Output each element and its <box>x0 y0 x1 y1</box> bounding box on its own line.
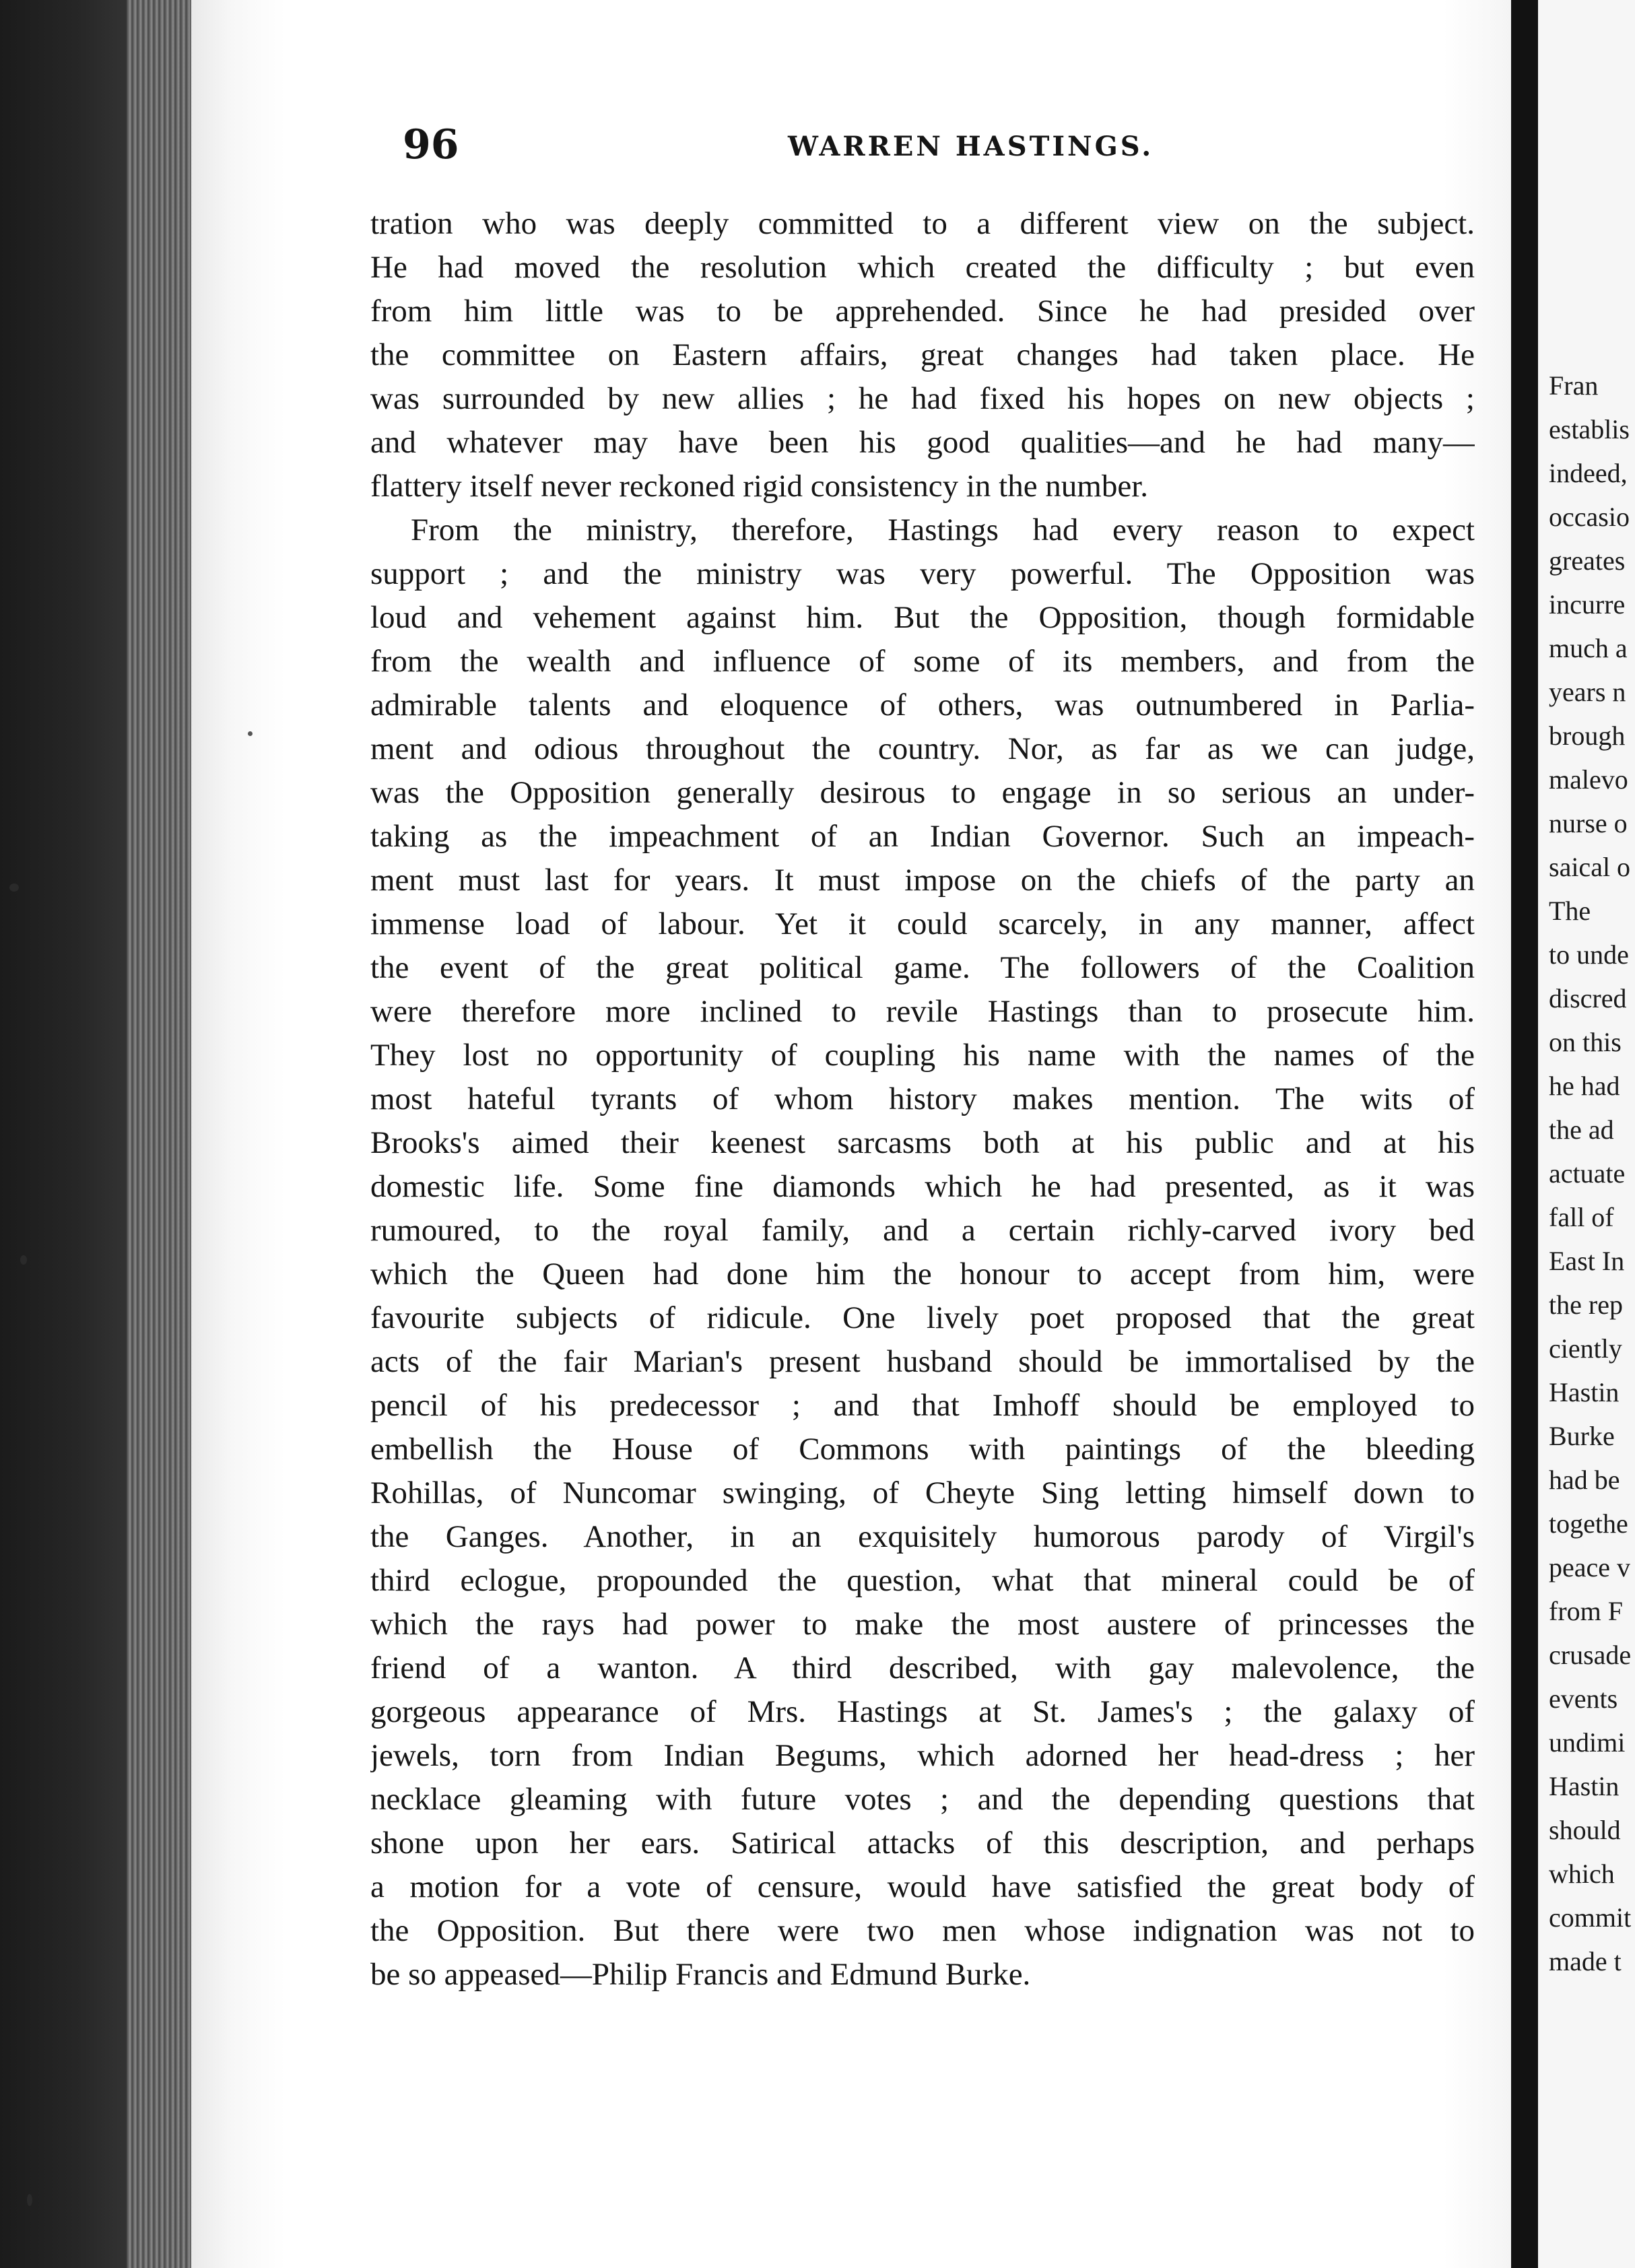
facing-line: The <box>1549 896 1591 926</box>
text-line: rumoured, to the royal family, and a certain richly-carved ivory bed <box>370 1213 1475 1248</box>
facing-line: the ad <box>1549 1114 1614 1145</box>
scan-speck <box>20 1255 27 1265</box>
text-line: ment and odious throughout the country. Nor, as far as we can judge, <box>370 731 1475 766</box>
text-line: shone upon her ears. Satirical attacks of this description, and perhaps <box>370 1826 1475 1861</box>
body-text <box>370 202 1475 1997</box>
text-line: friend of a wanton. A third described, with gay malevolence, the <box>370 1650 1475 1686</box>
text-line: were therefore more inclined to revile Hastings than to prosecute him. <box>370 994 1475 1029</box>
facing-line: on this <box>1549 1027 1622 1057</box>
text-line: a motion for a vote of censure, would have satisfied the great body of <box>370 1869 1475 1904</box>
text-line: was surrounded by new allies ; he had fixed his hopes on new objects ; <box>370 381 1475 416</box>
facing-line: brough <box>1549 721 1626 751</box>
text-line: which the rays had power to make the most austere of princesses the <box>370 1607 1475 1642</box>
text-line: jewels, torn from Indian Begums, which adorned her head-dress ; her <box>370 1738 1475 1773</box>
text-line: gorgeous appearance of Mrs. Hastings at St. James's ; the galaxy of <box>370 1694 1475 1729</box>
scan-speck <box>9 883 19 892</box>
facing-line: establis <box>1549 414 1630 444</box>
facing-line: to unde <box>1549 939 1629 970</box>
scan-speck <box>248 731 253 736</box>
facing-line: from F <box>1549 1596 1623 1626</box>
facing-line: events <box>1549 1683 1618 1714</box>
text-line: the Ganges. Another, in an exquisitely humorous parody of Virgil's <box>370 1519 1475 1554</box>
book-page-edges <box>127 0 191 2268</box>
facing-line: nurse o <box>1549 808 1628 838</box>
book-gutter <box>1511 0 1538 2268</box>
text-line: necklace gleaming with future votes ; and the depending questions that <box>370 1782 1475 1817</box>
facing-line: incurre <box>1549 589 1626 620</box>
facing-line: Fran <box>1549 370 1599 401</box>
text-line: the committee on Eastern affairs, great changes had taken place. He <box>370 337 1475 372</box>
facing-line: actuate <box>1549 1158 1626 1189</box>
facing-line: ciently <box>1549 1333 1622 1364</box>
facing-line: should <box>1549 1815 1621 1845</box>
facing-line: indeed, <box>1549 458 1628 488</box>
facing-line: togethe <box>1549 1508 1628 1539</box>
text-line: support ; and the ministry was very powerful. The Opposition was <box>370 556 1475 591</box>
facing-line: had be <box>1549 1465 1620 1495</box>
scan-dark-margin <box>0 0 127 2268</box>
facing-line: Burke <box>1549 1421 1615 1451</box>
text-line: taking as the impeachment of an Indian Governor. Such an impeach- <box>370 819 1475 854</box>
text-line: favourite subjects of ridicule. One lively poet proposed that the great <box>370 1300 1475 1335</box>
text-line: was the Opposition generally desirous to engage in so serious an under- <box>370 775 1475 810</box>
text-line: He had moved the resolution which created the difficulty ; but even <box>370 250 1475 285</box>
text-line: third eclogue, propounded the question, what that mineral could be of <box>370 1563 1475 1598</box>
facing-line: much a <box>1549 633 1628 663</box>
scan-speck <box>27 2194 32 2206</box>
text-line: admirable talents and eloquence of others, was outnumbered in Parlia- <box>370 688 1475 723</box>
text-line: pencil of his predecessor ; and that Imhoff should be employed to <box>370 1388 1475 1423</box>
text-line: most hateful tyrants of whom history makes mention. The wits of <box>370 1081 1475 1116</box>
facing-line: discred <box>1549 983 1627 1013</box>
facing-line: which <box>1549 1859 1615 1889</box>
text-line: Brooks's aimed their keenest sarcasms both at his public and at his <box>370 1125 1475 1160</box>
facing-line: malevo <box>1549 764 1628 795</box>
text-line: from him little was to be apprehended. Since he had presided over <box>370 294 1475 329</box>
text-line: flattery itself never reckoned rigid consistency in the number. <box>370 469 1149 504</box>
running-title: WARREN HASTINGS. <box>788 131 1154 162</box>
text-line: They lost no opportunity of coupling his name with the names of the <box>370 1038 1475 1073</box>
text-line: loud and vehement against him. But the Opposition, though formidable <box>370 600 1475 635</box>
text-line: immense load of labour. Yet it could scarcely, in any manner, affect <box>370 906 1475 941</box>
text-line: acts of the fair Marian's present husband should be immortalised by the <box>370 1344 1475 1379</box>
facing-line: he had <box>1549 1071 1620 1101</box>
text-line: embellish the House of Commons with paintings of the bleeding <box>370 1432 1475 1467</box>
facing-page-text <box>1549 364 1635 1983</box>
facing-line: East In <box>1549 1246 1625 1276</box>
facing-line: greates <box>1549 545 1626 576</box>
facing-line: undimi <box>1549 1727 1626 1758</box>
text-line: from the wealth and influence of some of its members, and from the <box>370 644 1475 679</box>
text-line: the event of the great political game. The followers of the Coalition <box>370 950 1475 985</box>
facing-line: years n <box>1549 677 1626 707</box>
text-line: domestic life. Some fine diamonds which he had presented, as it was <box>370 1169 1475 1204</box>
facing-line: Hastin <box>1549 1377 1620 1407</box>
facing-line: saical o <box>1549 852 1631 882</box>
text-line: tration who was deeply committed to a different view on the subject. <box>370 206 1475 241</box>
facing-line: crusade <box>1549 1640 1632 1670</box>
text-line: and whatever may have been his good qualities—and he had many— <box>370 425 1475 460</box>
text-line: ment must last for years. It must impose on the chiefs of the party an <box>370 863 1475 898</box>
text-line: which the Queen had done him the honour to accept from him, were <box>370 1257 1475 1292</box>
facing-line: peace v <box>1549 1552 1631 1582</box>
paragraph-start-line: From the ministry, therefore, Hastings had every reason to expect <box>411 512 1475 547</box>
facing-line: occasio <box>1549 502 1630 532</box>
facing-line: Hastin <box>1549 1771 1620 1801</box>
text-line: Rohillas, of Nuncomar swinging, of Cheyte Sing letting himself down to <box>370 1475 1475 1510</box>
facing-line: commit <box>1549 1902 1632 1933</box>
page-number: 96 <box>403 121 459 168</box>
facing-line: the rep <box>1549 1290 1623 1320</box>
facing-line: fall of <box>1549 1202 1614 1232</box>
facing-line: made t <box>1549 1946 1622 1976</box>
text-line: the Opposition. But there were two men whose indignation was not to <box>370 1913 1475 1948</box>
text-line: be so appeased—Philip Francis and Edmund Burke. <box>370 1957 1031 1992</box>
